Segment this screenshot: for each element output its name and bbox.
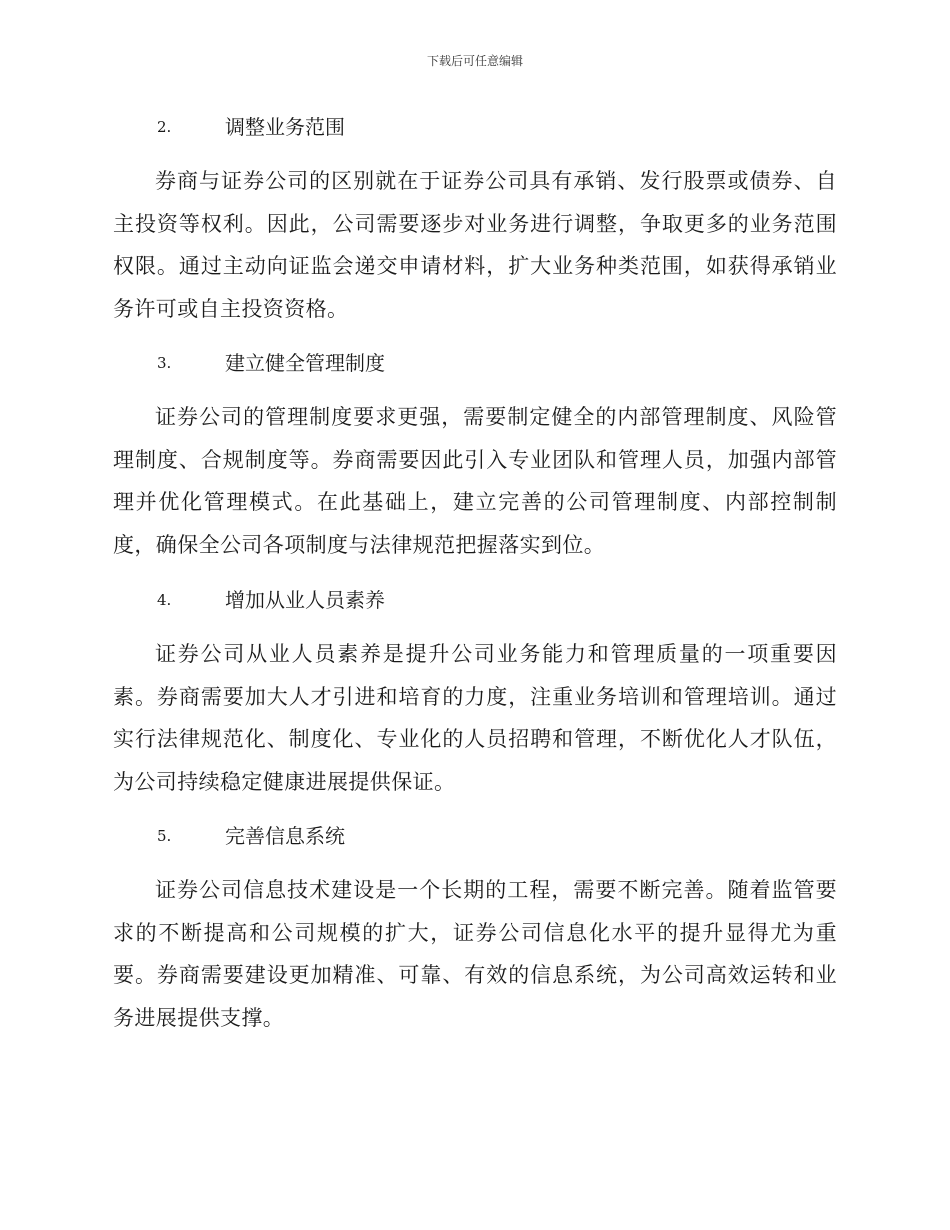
section-paragraph: 券商与证券公司的区别就在于证券公司具有承销、发行股票或债券、自主投资等权利。因此，公司需要逐步对业务进行调整，争取更多的业务范围权限。通过主动向证监会递交申请材料，扩大业务种类范围，如获得承销业务许可或自主投资资格。 [113,169,837,321]
section-title: 增加从业人员素养 [225,588,385,612]
page-header: 下载后可任意编辑 [426,54,523,68]
section-title: 调整业务范围 [225,115,345,139]
section-heading [113,821,345,851]
section-title: 完善信息系统 [225,824,345,848]
section-number: 3. [157,354,172,372]
section-number: 5. [157,827,172,845]
section-heading [113,585,385,615]
section-paragraph: 证券公司的管理制度要求更强，需要制定健全的内部管理制度、风险管理制度、合规制度等。券商需要因此引入专业团队和管理人员，加强内部管理并优化管理模式。在此基础上，建立完善的公司管理制度、内部控制制度，确保全公司各项制度与法律规范把握落实到位。 [113,405,837,557]
section-paragraph: 证券公司信息技术建设是一个长期的工程，需要不断完善。随着监管要求的不断提高和公司规模的扩大，证券公司信息化水平的提升显得尤为重要。券商需要建设更加精准、可靠、有效的信息系统，为公司高效运转和业务进展提供支撑。 [113,878,837,1030]
section-heading [113,112,345,142]
section-number: 4. [157,591,172,609]
section-paragraph: 证券公司从业人员素养是提升公司业务能力和管理质量的一项重要因素。券商需要加大人才引进和培育的力度，注重业务培训和管理培训。通过实行法律规范化、制度化、专业化的人员招聘和管理，不断优化人才队伍，为公司持续稳定健康进展提供保证。 [113,642,837,794]
section-heading [113,348,385,378]
section-title: 建立健全管理制度 [225,351,385,375]
section-number: 2. [157,118,172,136]
